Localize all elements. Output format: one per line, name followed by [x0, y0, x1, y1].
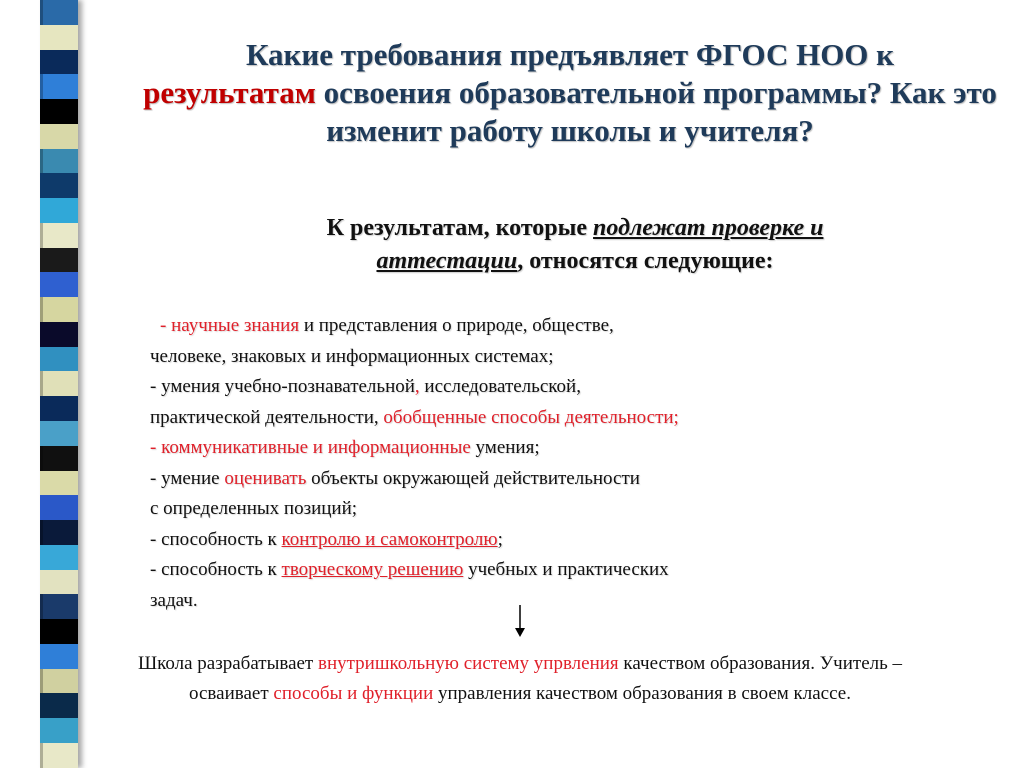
list-item — [150, 372, 980, 403]
list-text: умения; — [470, 437, 540, 458]
ribbon-stripe — [40, 74, 78, 99]
results-list — [150, 311, 980, 616]
list-item — [150, 525, 980, 556]
ribbon-stripe — [40, 743, 78, 768]
ribbon-stripe — [40, 198, 78, 223]
list-text: - способность к — [150, 528, 282, 550]
ribbon-stripe — [40, 545, 78, 570]
ribbon-stripe — [40, 50, 78, 75]
list-item — [150, 586, 980, 617]
ribbon-stripe — [40, 149, 78, 174]
list-text: и представления о природе, обществе, — [299, 315, 614, 336]
footer-highlight: способы и функции — [273, 683, 434, 704]
ribbon-stripe — [40, 322, 78, 347]
decorative-ribbon — [40, 0, 78, 768]
ribbon-stripe — [40, 173, 78, 198]
footer-text: качеством образования. Учитель – осваивает — [189, 653, 903, 704]
ribbon-stripe — [40, 520, 78, 545]
list-text: практической деятельности, — [150, 406, 384, 428]
ribbon-stripe — [40, 495, 78, 520]
ribbon-stripe — [40, 421, 78, 446]
list-item — [150, 464, 980, 495]
ribbon-stripe — [40, 396, 78, 421]
ribbon-stripe — [40, 446, 78, 471]
list-highlight: , — [414, 376, 420, 397]
list-highlight: обобщенные способы деятельности; — [383, 406, 679, 428]
ribbon-stripe — [40, 371, 78, 396]
list-text: учебных и практических — [463, 559, 669, 580]
ribbon-stripe — [40, 471, 78, 496]
ribbon-stripe — [40, 99, 78, 124]
ribbon-stripe — [40, 272, 78, 297]
subtitle-underlined-1: подлежат проверке и — [593, 215, 824, 241]
list-highlight: творческому решению — [281, 559, 464, 580]
list-text: с определенных позиций; — [150, 498, 358, 519]
ribbon-stripe — [40, 124, 78, 149]
list-item — [150, 403, 980, 434]
list-text: человеке, знаковых и информационных системах; — [150, 345, 554, 367]
list-text: - умение — [150, 467, 225, 489]
list-highlight: - научные знания — [160, 315, 300, 336]
list-highlight: оценивать — [224, 467, 307, 489]
footer-text: управления качеством образования в своем классе. — [433, 683, 851, 704]
list-item — [150, 342, 980, 373]
ribbon-stripe — [40, 223, 78, 248]
slide-subtitle — [180, 212, 970, 278]
subtitle-part1: К результатам, которые — [326, 215, 594, 241]
list-item — [150, 311, 980, 342]
ribbon-stripe — [40, 0, 78, 25]
list-text: - умения учебно-познавательной — [150, 376, 415, 397]
conclusion-text — [110, 649, 930, 709]
subtitle-underlined-2: аттестации — [376, 248, 518, 274]
ribbon-stripe — [40, 718, 78, 743]
ribbon-stripe — [40, 570, 78, 595]
list-text: исследовательской, — [419, 376, 581, 397]
title-part2: освоения образовательной программы? Как это изменит работу школы и учителя? — [315, 75, 997, 148]
list-item — [150, 555, 980, 586]
ribbon-stripe — [40, 248, 78, 273]
ribbon-stripe — [40, 594, 78, 619]
ribbon-stripe — [40, 644, 78, 669]
ribbon-stripe — [40, 669, 78, 694]
arrow-down-icon — [510, 604, 530, 638]
list-highlight: контролю и самоконтролю — [281, 528, 498, 550]
title-highlight: результатам — [143, 75, 316, 110]
list-text: - способность к — [150, 559, 282, 580]
footer-highlight: внутришкольную систему упрвления — [318, 653, 619, 674]
ribbon-stripe — [40, 347, 78, 372]
list-highlight: - коммуникативные и информационные — [150, 437, 471, 458]
ribbon-stripe — [40, 619, 78, 644]
ribbon-stripe — [40, 297, 78, 322]
list-text: задач. — [150, 589, 198, 611]
footer-text: Школа разрабатывает — [137, 653, 318, 674]
subtitle-part2: , относятся следующие: — [517, 248, 774, 274]
ribbon-stripe — [40, 25, 78, 50]
list-text: объекты окружающей действительности — [306, 467, 640, 489]
slide-title — [130, 36, 1010, 150]
list-text: ; — [497, 528, 503, 550]
list-item — [150, 494, 980, 525]
ribbon-stripe — [40, 693, 78, 718]
title-part1: Какие требования предъявляет ФГОС НОО к — [245, 37, 895, 72]
list-item — [150, 433, 980, 464]
